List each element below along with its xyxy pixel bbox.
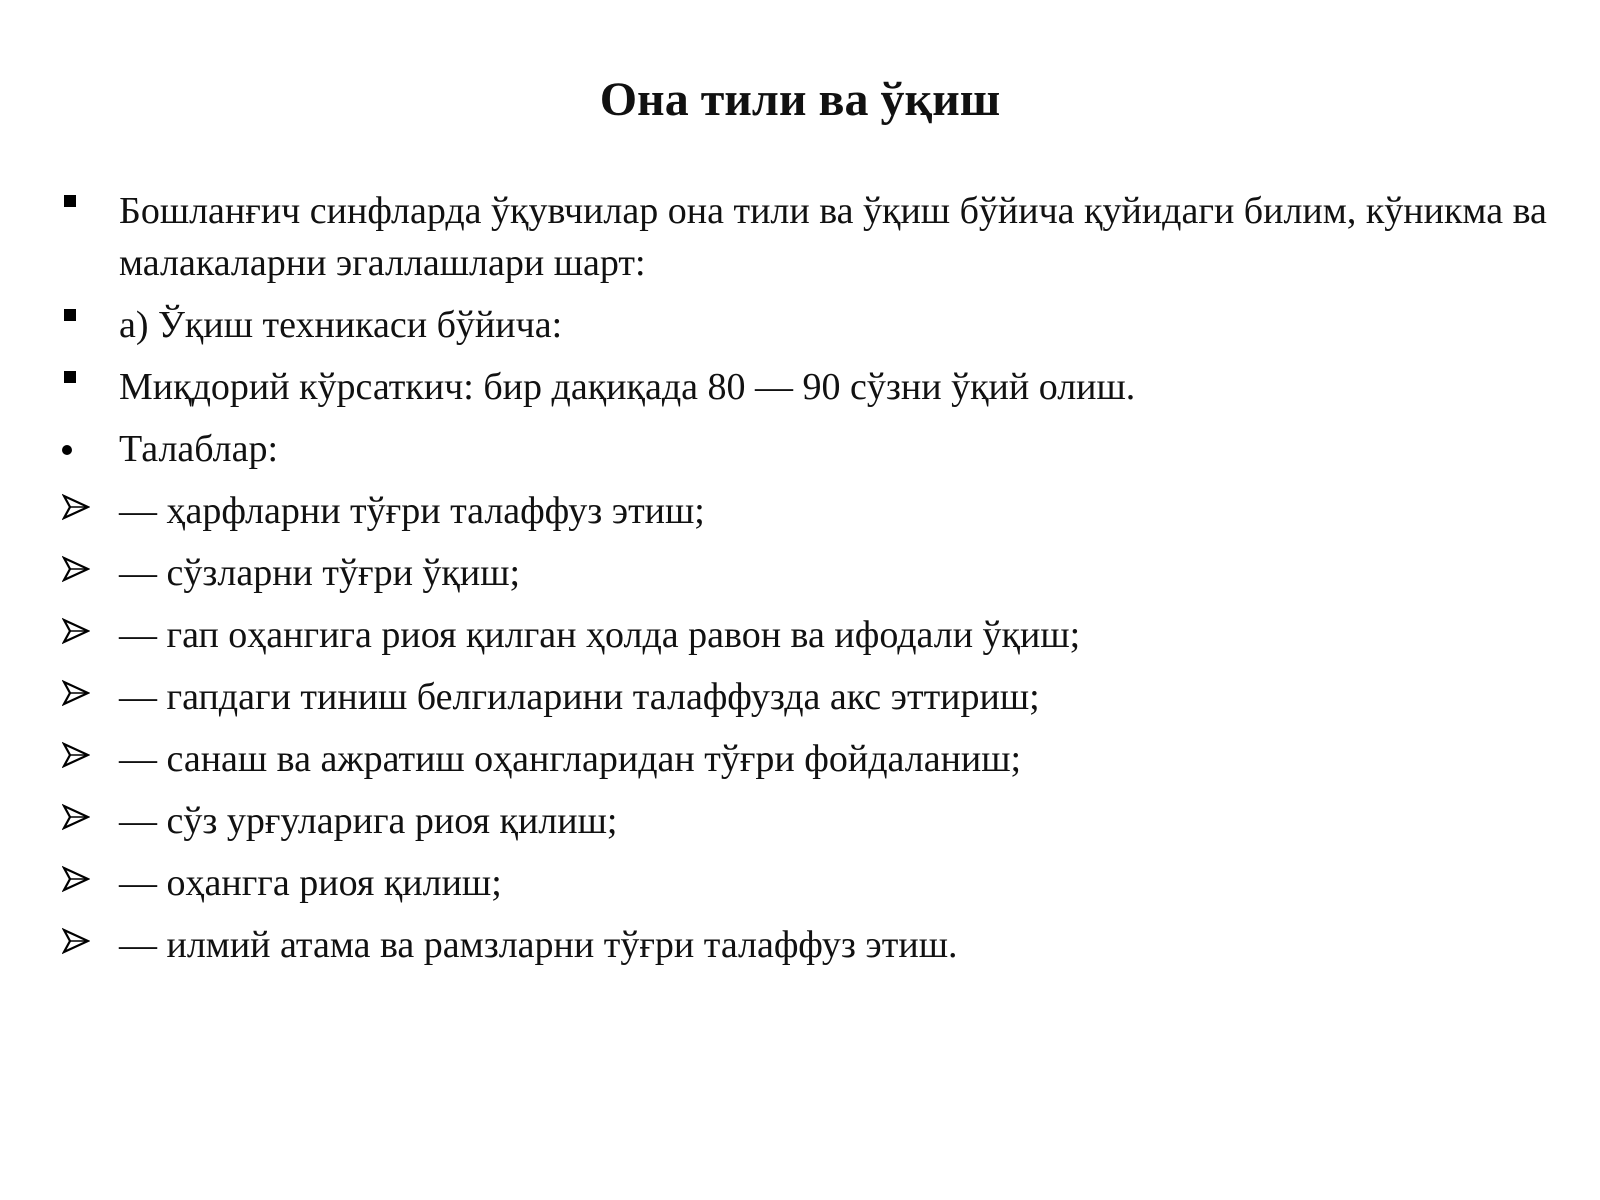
arrow-bullet-icon <box>62 795 102 847</box>
list-item <box>62 547 1592 599</box>
slide-title: Она тили ва ўқиш <box>599 73 1001 126</box>
list-item <box>62 609 1592 661</box>
arrow-bullet-icon <box>62 671 102 723</box>
list-item-text: — оҳангга риоя қилиш; <box>119 862 502 904</box>
list-item-text: — санаш ва ажратиш оҳангларидан тўғри фойдаланиш; <box>119 738 1022 780</box>
list-item-text: Бошланғич синфларда ўқувчилар она тили ва ўқиш бўйича қуйидаги билим, кўникма ва малакаларни эгаллашлари шарт: <box>119 190 1547 284</box>
square-bullet-icon <box>62 361 102 413</box>
list-item-text: — гап оҳангига риоя қилган ҳолда равон ва ифодали ўқиш; <box>119 614 1081 656</box>
list-item <box>62 361 1592 413</box>
list-item-text: — сўз урғуларига риоя қилиш; <box>119 800 618 842</box>
list-item <box>62 857 1592 909</box>
list-item <box>62 485 1592 537</box>
list-item-text: — гапдаги тиниш белгиларини талаффузда акс эттириш; <box>119 676 1040 718</box>
arrow-bullet-icon <box>62 919 102 971</box>
arrow-bullet-icon <box>62 485 102 537</box>
list-item <box>62 671 1592 723</box>
arrow-bullet-icon <box>62 609 102 661</box>
list-item <box>62 795 1592 847</box>
round-bullet-icon <box>62 423 102 475</box>
arrow-bullet-icon <box>62 547 102 599</box>
list-item-text: Талаблар: <box>119 428 279 470</box>
list-item-text: — илмий атама ва рамзларни тўғри талаффуз этиш. <box>119 924 958 966</box>
list-item <box>62 299 1592 351</box>
arrow-bullet-icon <box>62 857 102 909</box>
list-item <box>62 733 1592 785</box>
list-item-text: — сўзларни тўғри ўқиш; <box>119 552 521 594</box>
list-item <box>62 919 1592 971</box>
list-item-text: а) Ўқиш техникаси бўйича: <box>119 304 563 346</box>
list-item-text: Миқдорий кўрсаткич: бир дақиқада 80 — 90 сўзни ўқий олиш. <box>119 366 1136 408</box>
list-item-text: — ҳарфларни тўғри талаффуз этиш; <box>119 490 705 532</box>
square-bullet-icon <box>62 185 102 237</box>
square-bullet-icon <box>62 299 102 351</box>
list-item <box>62 185 1592 289</box>
bullet-list <box>62 185 1592 981</box>
arrow-bullet-icon <box>62 733 102 785</box>
list-item <box>62 423 1592 475</box>
